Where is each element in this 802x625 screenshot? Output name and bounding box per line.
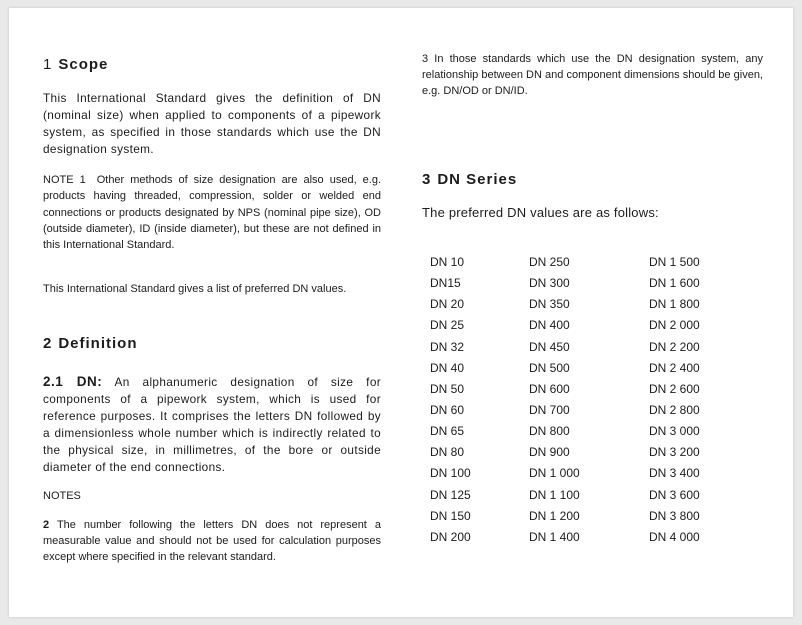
notes-label: NOTES bbox=[43, 490, 81, 502]
dn-value: DN 32 bbox=[430, 339, 465, 354]
definition-text: An alphanumeric designation of size for components of a pipework system, which is used for reference purposes. It comprises the letters DN followed by a dimensionless whole number which is indirectly related to the physical size, in millimetres, of the bore or outside diameter of the end connections. bbox=[43, 375, 382, 474]
scope-number: 1 bbox=[43, 56, 53, 73]
scope-paragraph: This International Standard gives the definition of DN (nominal size) when applied to components of a pipework system, as specified in those standards which use the DN designation system. bbox=[43, 91, 381, 156]
dn-value: DN 350 bbox=[529, 297, 570, 312]
dn-value: DN15 bbox=[430, 276, 461, 291]
definition-title: Definition bbox=[58, 335, 138, 352]
dn-value: DN 600 bbox=[529, 381, 570, 396]
dn-value: DN 1 100 bbox=[529, 487, 580, 502]
dn-value: DN 500 bbox=[529, 360, 570, 375]
dn-value: DN 60 bbox=[430, 402, 465, 417]
preferred-values-paragraph: This International Standard gives a list of preferred DN values. bbox=[43, 283, 347, 295]
dn-value: DN 800 bbox=[529, 424, 570, 439]
dn-value: DN 50 bbox=[430, 381, 465, 396]
dn-series-intro: The preferred DN values are as follows: bbox=[422, 205, 659, 220]
dn-value: DN 1 500 bbox=[649, 255, 700, 269]
note-2-text: The number following the letters DN does not represent a measurable value and should not be used for calculation purposes except where specified in the relevant standard. bbox=[43, 519, 381, 563]
dn-value: DN 100 bbox=[430, 466, 471, 481]
dn-value: DN 3 200 bbox=[649, 445, 700, 460]
dn-value: DN 1 400 bbox=[529, 529, 580, 544]
note-2 bbox=[43, 517, 381, 565]
note-2-number: 2 bbox=[43, 519, 50, 531]
dn-value: DN 2 600 bbox=[649, 381, 700, 396]
scope-title: Scope bbox=[58, 56, 109, 73]
dn-value: DN 40 bbox=[430, 360, 465, 375]
dn-value: DN 1 800 bbox=[649, 297, 700, 312]
dn-value: DN 20 bbox=[430, 297, 465, 312]
dn-value: DN 150 bbox=[430, 508, 471, 523]
dn-value: DN 10 bbox=[430, 255, 465, 269]
dn-value: DN 3 600 bbox=[649, 487, 700, 502]
dn-value: DN 400 bbox=[529, 318, 570, 333]
dn-value: DN 250 bbox=[529, 255, 570, 269]
dn-column-2 bbox=[529, 252, 580, 548]
dn-value: DN 2 400 bbox=[649, 360, 700, 375]
dn-value: DN 80 bbox=[430, 445, 465, 460]
dn-value: DN 200 bbox=[430, 529, 471, 544]
dn-value: DN 125 bbox=[430, 487, 471, 502]
dn-value: DN 4 000 bbox=[649, 529, 700, 544]
dn-value: DN 3 000 bbox=[649, 424, 700, 439]
dn-value: DN 2 200 bbox=[649, 339, 700, 354]
dn-series-number: 3 bbox=[422, 171, 432, 188]
dn-column-3 bbox=[649, 252, 700, 548]
dn-value: DN 450 bbox=[529, 339, 570, 354]
note-1: NOTE 1 Other methods of size designation are also used, e.g. products having threaded, compression, solder or welded end connections or products designated by NPS (nominal pipe size), OD (outside diameter), ID (inside diameter), but these are not defined in this International Standard. bbox=[43, 174, 381, 252]
definition-number: 2 bbox=[43, 335, 53, 352]
dn-value: DN 65 bbox=[430, 424, 465, 439]
dn-column-1 bbox=[430, 252, 471, 548]
dn-value: DN 1 200 bbox=[529, 508, 580, 523]
dn-value: DN 1 000 bbox=[529, 466, 580, 481]
dn-value: DN 900 bbox=[529, 445, 570, 460]
dn-value: DN 2 000 bbox=[649, 318, 700, 333]
dn-value: DN 700 bbox=[529, 402, 570, 417]
dn-value: DN 300 bbox=[529, 276, 570, 291]
note-3: 3 In those standards which use the DN designation system, any relationship between DN and component dimensions should be given, e.g. DN/OD or DN/ID. bbox=[422, 53, 763, 97]
dn-value: DN 25 bbox=[430, 318, 465, 333]
scope-heading bbox=[43, 56, 108, 73]
document-page bbox=[9, 8, 793, 617]
dn-series-heading bbox=[422, 171, 517, 188]
dn-value: DN 3 800 bbox=[649, 508, 700, 523]
definition-term: 2.1 DN: bbox=[43, 374, 103, 389]
definition-heading bbox=[43, 335, 138, 352]
dn-value: DN 2 800 bbox=[649, 402, 700, 417]
dn-series-title: DN Series bbox=[437, 171, 518, 188]
dn-value: DN 1 600 bbox=[649, 276, 700, 291]
dn-value: DN 3 400 bbox=[649, 466, 700, 481]
definition-paragraph bbox=[43, 373, 381, 476]
